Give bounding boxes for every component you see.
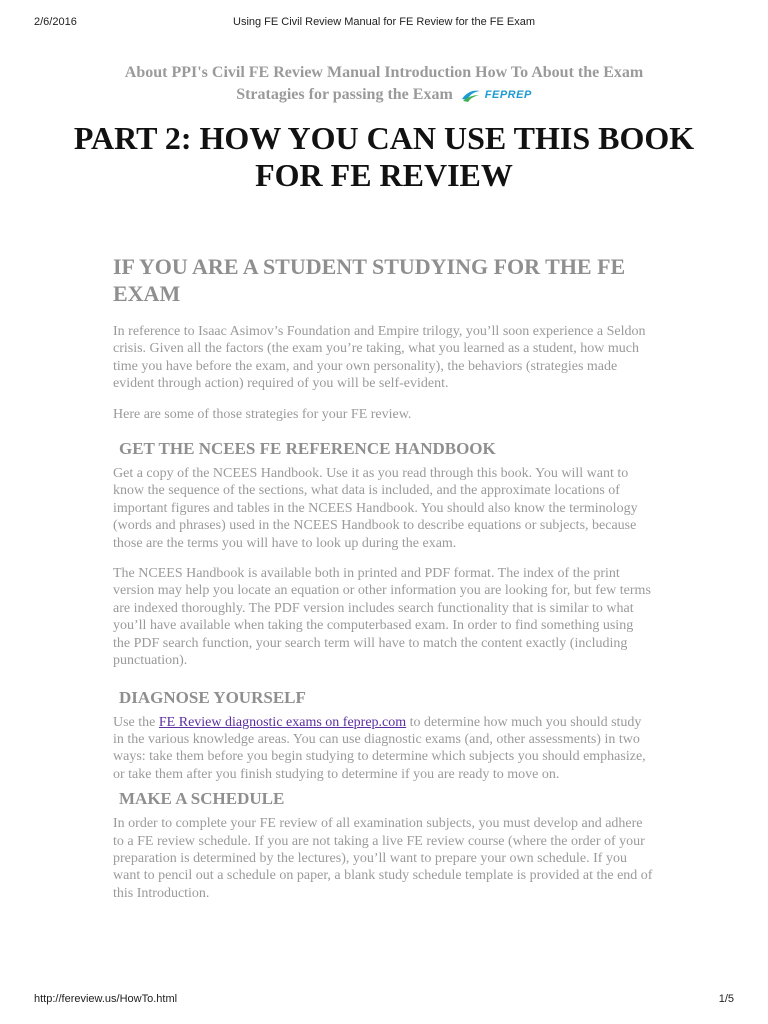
print-url: http://fereview.us/HowTo.html xyxy=(34,993,178,1005)
diagnose-heading: DIAGNOSE YOURSELF xyxy=(119,687,306,707)
diagnose-paragraph xyxy=(113,714,653,784)
main-content xyxy=(113,253,653,902)
section-heading: IF YOU ARE A STUDENT STUDYING FOR THE FE EXAM xyxy=(113,254,626,306)
feprep-logo-icon xyxy=(461,87,481,103)
print-page-number: 1/5 xyxy=(718,993,734,1005)
handbook-paragraph-1: Get a copy of the NCEES Handbook. Use it as you read through this book. You will want to know the sequence of the sections, what data is included, and the approximate locations of important figures and tables in the NCEES Handbook. You should also know the terminology (words and phrases) used in the NCEES Handbook to describe equations or subjects, because those are the terms you will have to look up during the exam. xyxy=(113,466,638,551)
feprep-logo[interactable] xyxy=(461,84,532,106)
schedule-heading: MAKE A SCHEDULE xyxy=(119,789,285,809)
print-footer xyxy=(34,993,734,1009)
diagnostic-exams-link[interactable]: FE Review diagnostic exams on feprep.com xyxy=(158,714,407,730)
nav-link-how-to[interactable]: How To xyxy=(475,64,529,81)
feprep-logo-text: FEPREP xyxy=(484,89,532,102)
nav-link-strategies[interactable]: Stratagies for passing the Exam xyxy=(236,86,453,103)
handbook-paragraph-2: The NCEES Handbook is available both in printed and PDF format. The index of the print version may help you locate an equation or other information you are looking for, but few terms are indexed thoroughly. The PDF version includes search functionality that is similar to what you’ll have available when taking the computerbased exam. In order to find something using the PDF search function, your search term will have to match the content exactly (including punctuation). xyxy=(113,566,651,669)
top-nav xyxy=(100,62,668,106)
diagnose-text-after: to determine how much you should study in the various knowledge areas. You can use diagnostic exams (and, other assessments) in two ways: take them before you begin studying to determine which subjects you should emphasize, or take them after you finish studying to determine if you are ready to move on. xyxy=(113,714,646,782)
diagnose-text-before: Use the xyxy=(113,714,159,730)
intro-strategies-line: Here are some of those strategies for your FE review. xyxy=(113,406,412,422)
page-title: PART 2: HOW YOU CAN USE THIS BOOK FOR FE REVIEW xyxy=(73,120,695,193)
nav-link-about-manual[interactable]: About PPI's Civil FE Review Manual xyxy=(124,64,381,81)
print-doc-title: Using FE Civil Review Manual for FE Review for the FE Exam xyxy=(233,16,535,28)
handbook-heading: GET THE NCEES FE REFERENCE HANDBOOK xyxy=(119,439,496,459)
nav-link-introduction[interactable]: Introduction xyxy=(384,64,472,81)
schedule-paragraph: In order to complete your FE review of all examination subjects, you must develop and adhere to a FE review schedule. If you are not taking a live FE review course (where the order of your preparation is determined by the lectures), you’ll want to prepare your own schedule. If you want to pencil out a schedule on paper, a blank study schedule template is provided at the end of this Introduction. xyxy=(113,816,653,901)
intro-paragraph: In reference to Isaac Asimov’s Foundation and Empire trilogy, you’ll soon experience a Seldon crisis. Given all the factors (the exam you’re taking, what you learned as a student, how much time you have before the exam, and your own personality), the behaviors (strategies made evident through action) required of you will be self-evident. xyxy=(113,324,646,392)
nav-link-about-exam[interactable]: About the Exam xyxy=(531,64,644,81)
print-header xyxy=(34,16,734,32)
print-date: 2/6/2016 xyxy=(34,16,77,28)
